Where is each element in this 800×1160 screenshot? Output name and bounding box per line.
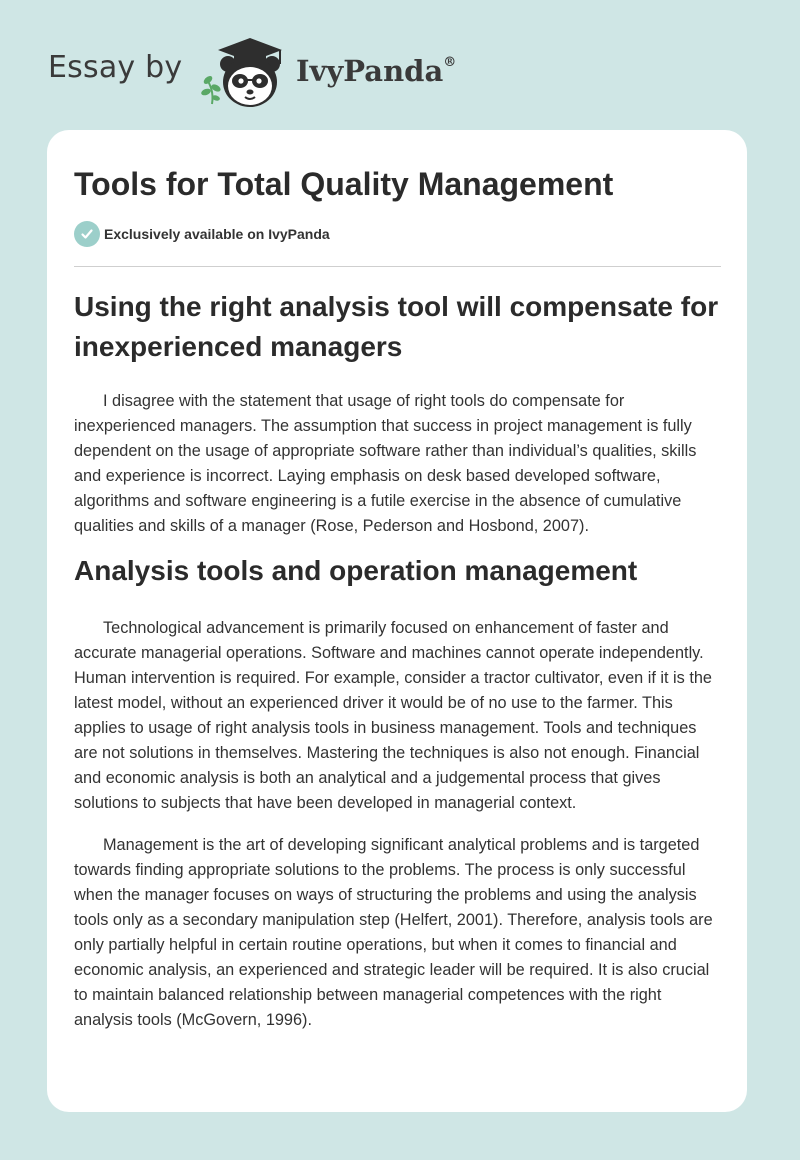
brand-name[interactable]: IvyPanda® [296, 54, 457, 88]
panda-graduate-icon[interactable] [200, 34, 294, 110]
site-header [48, 34, 748, 110]
paragraph: Management is the art of developing significant analytical problems and is targeted towards finding appropriate solutions to the problems. The process is only successful when the manager focuses on ways of structuring the problems and using the analysis tools only as a secondary manipulation step (Helfert, 2001). Therefore, analysis tools are only partially helpful in certain routine operations, but when it comes to financial and economic analysis, an experienced and strategic leader will be required. It is also crucial to maintain balanced relationship between managerial competences with the right analysis tools (McGovern, 1996). [74, 836, 713, 1029]
paragraph: Technological advancement is primarily focused on enhancement of faster and accurate managerial operations. Software and machines cannot operate independently. Human intervention is required. For example, consider a tractor cultivator, even if it is the latest model, without an experienced driver it would be of no use to the farmer. This applies to usage of right analysis tools in business management. Tools and techniques are not solutions in themselves. Mastering the techniques is also not enough. Financial and economic analysis is both an analytical and a judgemental process that gives solutions to subjects that have been developed in managerial context. [74, 619, 712, 812]
essay-by-label: Essay by [48, 50, 183, 85]
paragraph: I disagree with the statement that usage of right tools do compensate for inexperienced managers. The assumption that success in project management is fully dependent on the usage of appropriate software rather than individual’s qualities, skills and experience is incorrect. Laying emphasis on desk based developed software, algorithms and software engineering is a futile exercise in the absence of cumulative qualities and skills of a manager (Rose, Pederson and Hosbond, 2007). [74, 392, 697, 535]
exclusive-badge [74, 220, 721, 248]
badge-label: Exclusively available on IvyPanda [104, 226, 330, 242]
essay-card [47, 130, 747, 1112]
registered-mark: ® [443, 55, 457, 71]
page-title: Tools for Total Quality Management [74, 166, 614, 202]
section-heading: Using the right analysis tool will compensate for inexperienced managers [74, 291, 719, 362]
section-heading: Analysis tools and operation management [74, 555, 638, 586]
divider [74, 266, 721, 267]
check-icon [74, 221, 100, 247]
